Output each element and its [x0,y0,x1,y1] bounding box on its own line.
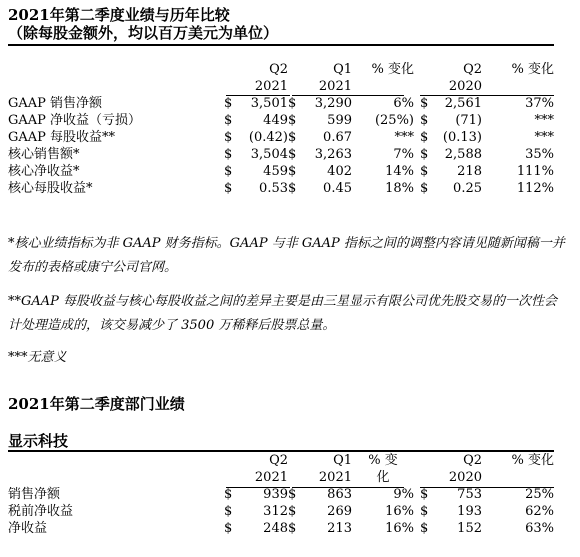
table-row [8,503,554,520]
col-pct-change-1-line2: 化 [376,470,390,485]
value-q2-2020: 152 [457,521,482,536]
table-row [8,520,554,537]
value-q2-2021: (0.42) [248,130,288,145]
pct-change-2: 63% [525,521,554,536]
results-table [8,61,554,197]
report-subtitle: （除每股金额外，均以百万美元为单位） [8,24,279,42]
col-q1-2021-line1: Q1 [333,453,352,468]
col-q2-2020-line1: Q2 [463,453,482,468]
table-row [8,112,554,129]
table-row [8,146,554,163]
value-q2-2020: 2,588 [444,147,482,162]
currency-sign: $ [224,113,233,128]
value-q2-2021: 3,501 [250,96,288,111]
pct-change-1: 18% [385,181,414,196]
table-header-row [8,78,554,95]
value-q2-2021: 0.53 [259,181,288,196]
header-underline [226,95,290,96]
value-q1-2021: 863 [327,487,352,502]
value-q2-2020: 753 [457,487,482,502]
pct-change-2: *** [534,113,554,128]
col-q2-2021-line2: 2021 [254,470,288,485]
currency-sign: $ [224,181,233,196]
col-q1-2021-line2: 2021 [318,470,352,485]
table-header-row [8,61,554,78]
value-q1-2021: 269 [327,504,352,519]
currency-sign: $ [288,164,297,179]
currency-sign: $ [420,147,429,162]
col-pct-change-1: % 变化 [371,62,414,77]
currency-sign: $ [224,147,233,162]
pct-change-2: *** [534,130,554,145]
currency-sign: $ [224,164,233,179]
header-underline [420,487,554,488]
value-q2-2021: 449 [263,113,288,128]
pct-change-2: 25% [525,487,554,502]
currency-sign: $ [224,96,233,111]
value-q2-2020: (0.13) [442,130,482,145]
currency-sign: $ [420,164,429,179]
currency-sign: $ [288,181,297,196]
currency-sign: $ [420,521,429,536]
value-q2-2020: (71) [455,113,482,128]
col-q2-2020-line1: Q2 [463,62,482,77]
currency-sign: $ [288,130,297,145]
pct-change-2: 111% [516,164,554,179]
col-q1-2021-line1: Q1 [333,62,352,77]
row-label: 销售净额 [8,487,61,502]
currency-sign: $ [288,96,297,111]
currency-sign: $ [420,96,429,111]
value-q1-2021: 0.67 [323,130,352,145]
col-q2-2021-line1: Q2 [269,62,288,77]
currency-sign: $ [420,113,429,128]
col-pct-change-1-line1: % 变 [368,453,398,468]
pct-change-1: *** [394,130,414,145]
pct-change-1: 16% [385,521,414,536]
table-row [8,486,554,503]
pct-change-2: 35% [525,147,554,162]
value-q1-2021: 599 [327,113,352,128]
row-label: GAAP 净收益（亏损） [8,113,142,128]
value-q2-2020: 2,561 [444,96,482,111]
col-q2-2020-line2: 2020 [448,79,482,94]
header-underline [420,95,554,96]
section-title: 2021年第二季度部门业绩 [8,395,185,413]
currency-sign: $ [224,130,233,145]
col-q2-2021-line1: Q2 [269,453,288,468]
segment-table [8,452,554,537]
title-rule [8,44,554,46]
pct-change-1: 7% [393,147,414,162]
row-label: 税前净收益 [8,504,74,519]
currency-sign: $ [420,487,429,502]
currency-sign: $ [224,504,233,519]
currency-sign: $ [288,113,297,128]
segment-title: 显示科技 [8,432,69,450]
currency-sign: $ [420,504,429,519]
table-row [8,180,554,197]
value-q2-2020: 193 [457,504,482,519]
pct-change-2: 62% [525,504,554,519]
table-row [8,129,554,146]
footnote-not-meaningful: ***无意义 [8,350,67,365]
pct-change-1: 9% [393,487,414,502]
col-q2-2020-line2: 2020 [448,470,482,485]
col-pct-change-2: % 变化 [511,453,554,468]
col-pct-change-2: % 变化 [511,62,554,77]
value-q1-2021: 3,263 [314,147,352,162]
value-q2-2020: 0.25 [453,181,482,196]
row-label: 核心销售额* [8,147,80,162]
value-q1-2021: 402 [327,164,352,179]
row-label: 核心每股收益* [8,181,93,196]
row-label: GAAP 每股收益** [8,130,116,145]
row-label: 净收益 [8,521,48,536]
row-label: GAAP 销售净额 [8,96,103,111]
table-row [8,95,554,112]
value-q2-2021: 459 [263,164,288,179]
table-header-row [8,469,554,486]
col-q1-2021-line2: 2021 [318,79,352,94]
value-q2-2020: 218 [457,164,482,179]
col-q2-2021-line2: 2021 [254,79,288,94]
header-underline [226,487,290,488]
footnote-eps-difference: **GAAP 每股收益与核心每股收益之间的差异主要是由三星显示有限公司优先股交易的一次性会计处理造成的，该交易减少了 3500 万稀释后股票总量。 [8,294,558,333]
value-q2-2021: 248 [263,521,288,536]
report-title: 2021年第二季度业绩与历年比较 [8,6,230,24]
row-label: 核心净收益* [8,164,80,179]
pct-change-1: 6% [393,96,414,111]
pct-change-2: 37% [525,96,554,111]
currency-sign: $ [288,521,297,536]
table-row [8,163,554,180]
value-q1-2021: 0.45 [323,181,352,196]
currency-sign: $ [420,181,429,196]
currency-sign: $ [288,147,297,162]
currency-sign: $ [288,487,297,502]
pct-change-1: 16% [385,504,414,519]
currency-sign: $ [288,504,297,519]
value-q2-2021: 939 [263,487,288,502]
currency-sign: $ [224,487,233,502]
header-underline [292,487,404,488]
pct-change-2: 112% [516,181,554,196]
currency-sign: $ [420,130,429,145]
value-q1-2021: 3,290 [314,96,352,111]
table-header-row [8,452,554,469]
header-underline [292,95,404,96]
pct-change-1: 14% [385,164,414,179]
currency-sign: $ [224,521,233,536]
value-q2-2021: 312 [263,504,288,519]
pct-change-1: (25%) [374,113,414,128]
footnote-core-metrics: *核心业绩指标为非 GAAP 财务指标。GAAP 与非 GAAP 指标之间的调整内容请见随新闻稿一并发布的表格或康宁公司官网。 [8,236,565,275]
value-q2-2021: 3,504 [250,147,288,162]
value-q1-2021: 213 [327,521,352,536]
